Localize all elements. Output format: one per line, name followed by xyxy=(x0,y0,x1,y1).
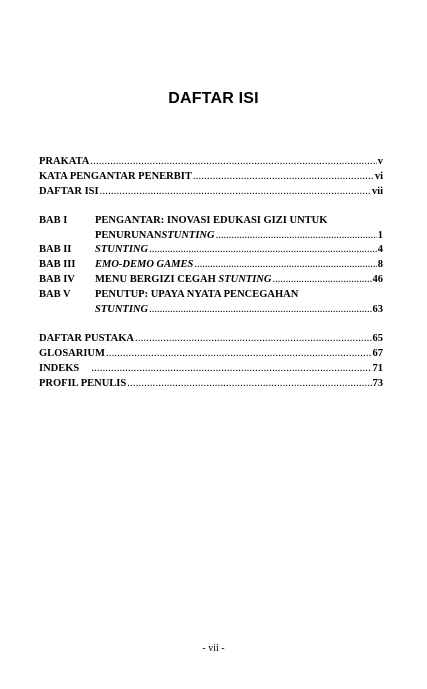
page-title: DAFTAR ISI xyxy=(168,90,259,107)
chapter-title-line2: PENURUNAN xyxy=(95,230,162,241)
toc-entry-page: vi xyxy=(374,171,383,182)
toc-entry-profil-penulis[interactable] xyxy=(39,377,383,390)
toc-entry-label: DAFTAR ISI xyxy=(39,186,99,197)
toc-entry-kata-pengantar[interactable] xyxy=(39,170,383,183)
dot-leader xyxy=(106,347,372,360)
chapter-title: MENU BERGIZI CEGAH xyxy=(95,274,216,285)
dot-leader xyxy=(127,377,371,390)
dot-leader xyxy=(149,303,371,316)
dot-leader xyxy=(100,185,371,198)
toc-entry-glosarium[interactable] xyxy=(39,347,383,360)
dot-leader xyxy=(193,170,374,183)
toc-entry-label: KATA PENGANTAR PENERBIT xyxy=(39,171,192,182)
dot-leader xyxy=(135,332,372,345)
chapter-title-italic: STUNTING xyxy=(95,304,149,315)
dot-leader xyxy=(149,243,377,256)
toc-entry-page: 63 xyxy=(372,304,383,315)
chapter-number: BAB II xyxy=(39,244,72,255)
toc-entry-page: vii xyxy=(371,186,383,197)
chapter-title-italic: STUNTING xyxy=(95,244,149,255)
chapter-title-italic: STUNTING xyxy=(161,230,215,241)
dot-leader xyxy=(272,273,371,286)
toc-entry-page: 46 xyxy=(372,274,383,285)
toc-entry-daftar-isi[interactable] xyxy=(39,185,383,198)
chapter-title-line1: PENUTUP: UPAYA NYATA PENCEGAHAN xyxy=(95,289,299,300)
toc-entry-page: 73 xyxy=(372,378,383,389)
dot-leader xyxy=(216,229,377,242)
toc-entry-page: 67 xyxy=(372,348,383,359)
chapter-number: BAB IV xyxy=(39,274,75,285)
toc-entry-page: 1 xyxy=(377,230,383,241)
page-number: - vii - xyxy=(202,643,225,654)
toc-entry-indeks[interactable] xyxy=(39,362,383,375)
toc-entry-label: PROFIL PENULIS xyxy=(39,378,127,389)
toc-entry-page: 4 xyxy=(377,244,383,255)
toc-entry-page: 65 xyxy=(372,333,383,344)
dot-leader xyxy=(91,362,371,375)
toc-entry-page: v xyxy=(377,156,383,167)
toc-entry-label: DAFTAR PUSTAKA xyxy=(39,333,134,344)
toc-entry-prakata[interactable] xyxy=(39,155,383,168)
toc-entry-label: INDEKS xyxy=(39,363,80,374)
chapter-title-italic: STUNTING xyxy=(218,274,272,285)
chapter-title-italic: EMO-DEMO GAMES xyxy=(95,259,194,270)
toc-entry-page: 71 xyxy=(372,363,383,374)
chapter-number: BAB III xyxy=(39,259,76,270)
toc-entry-label: GLOSARIUM xyxy=(39,348,105,359)
chapter-title-line1: PENGANTAR: INOVASI EDUKASI GIZI UNTUK xyxy=(95,215,328,226)
dot-leader xyxy=(194,258,376,271)
dot-leader xyxy=(90,155,376,168)
chapter-number: BAB V xyxy=(39,289,71,300)
toc-entry-label: PRAKATA xyxy=(39,156,90,167)
chapter-number: BAB I xyxy=(39,215,68,226)
toc-entry-page: 8 xyxy=(377,259,383,270)
toc-entry-daftar-pustaka[interactable] xyxy=(39,332,383,345)
